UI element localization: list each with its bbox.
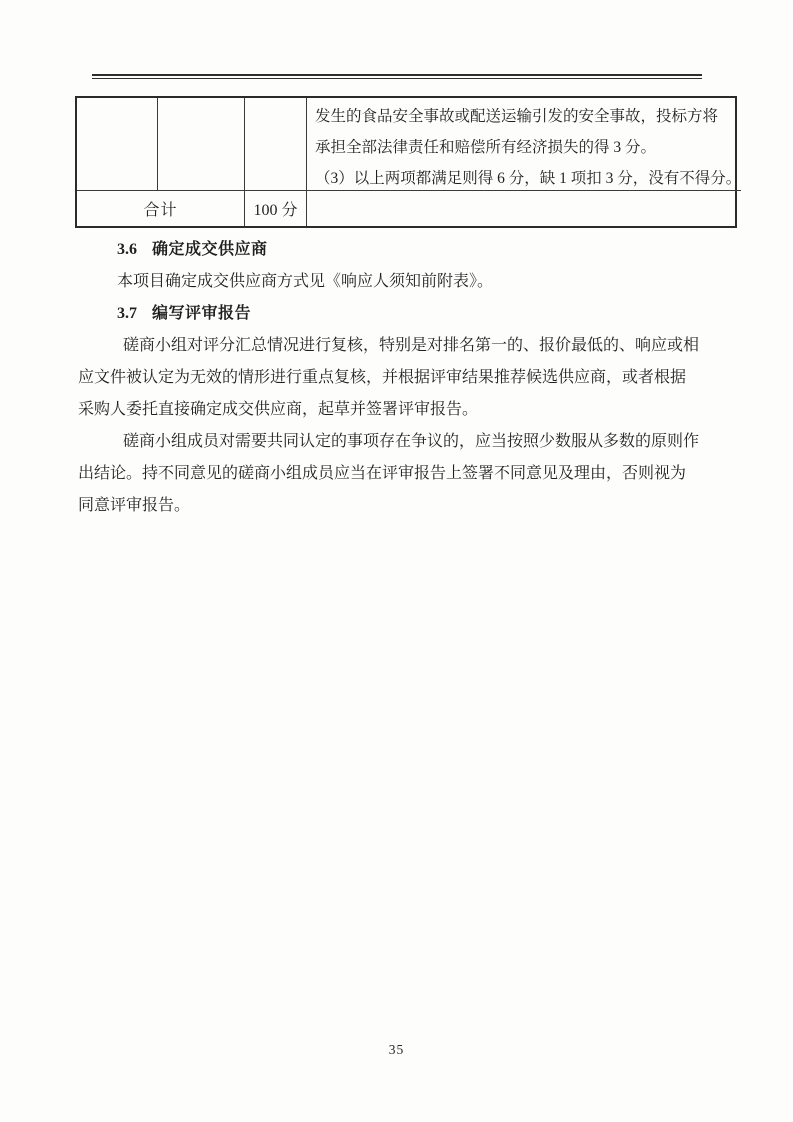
para1-line-1: 磋商小组对评分汇总情况进行复核，特别是对排名第一的、报价最低的、响应或相 — [123, 337, 700, 354]
section-heading-3-7 — [78, 298, 712, 330]
criteria-line-3: （3）以上两项都满足则得 6 分，缺 1 项扣 3 分，没有不得分。 — [315, 170, 742, 187]
para2-line-1: 磋商小组成员对需要共同认定的事项存在争议的，应当按照少数服从多数的原则作 — [123, 433, 700, 450]
section-3-7-number: 3.7 — [117, 305, 137, 322]
para2-line-3: 同意评审报告。 — [78, 497, 191, 514]
table-cell-criteria — [307, 98, 741, 191]
para1-line-2: 应文件被认定为无效的情形进行重点复核，并根据评审结果推荐候选供应商，或者根据 — [78, 369, 687, 386]
section-3-6-paragraph: 本项目确定成交供应商方式见《响应人须知前附表》。 — [117, 273, 494, 290]
document-body — [78, 234, 712, 522]
section-3-7-title: 编写评审报告 — [152, 305, 252, 322]
table-cell-empty-col1 — [77, 98, 158, 191]
para2-line-2: 出结论。持不同意见的磋商小组成员应当在评审报告上签署不同意见及理由，否则视为 — [78, 465, 687, 482]
evaluation-score-table — [75, 96, 742, 228]
header-rule — [92, 74, 702, 79]
table-cell-total-label: 合计 — [77, 191, 245, 226]
para1-line-3: 采购人委托直接确定成交供应商，起草并签署评审报告。 — [78, 401, 479, 418]
table-cell-total-score: 100 分 — [245, 191, 307, 226]
table-cell-empty-col3 — [245, 98, 307, 191]
page-number: 35 — [388, 1042, 405, 1057]
table-cell-total-empty — [307, 191, 741, 226]
criteria-line-2: 承担全部法律责任和赔偿所有经济损失的得 3 分。 — [315, 139, 657, 156]
section-3-6-title: 确定成交供应商 — [152, 241, 268, 258]
criteria-line-1: 发生的食品安全事故或配送运输引发的安全事故，投标方将 — [315, 108, 719, 125]
table-cell-empty-col2 — [158, 98, 245, 191]
section-3-6-number: 3.6 — [117, 241, 137, 258]
section-heading-3-6 — [78, 234, 712, 266]
